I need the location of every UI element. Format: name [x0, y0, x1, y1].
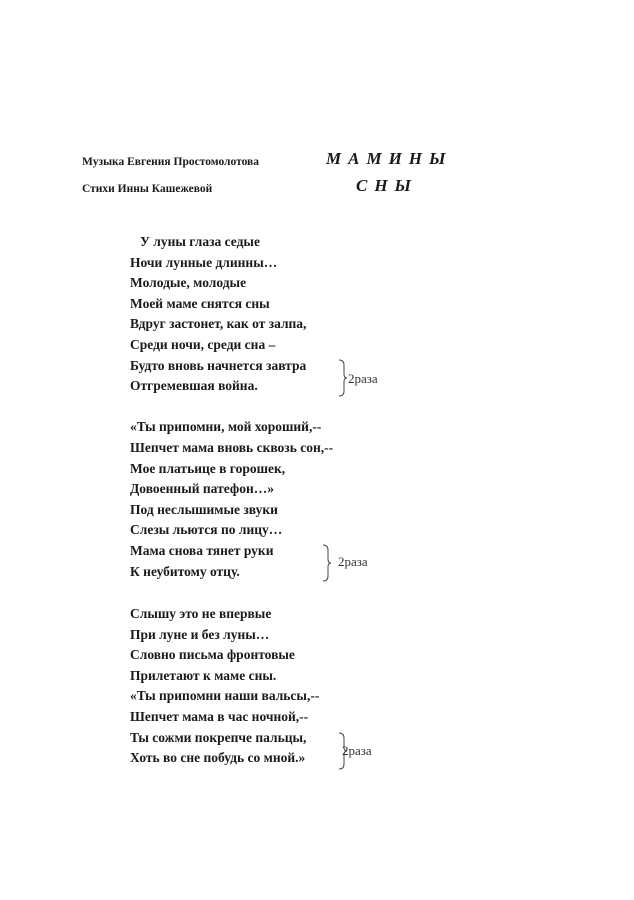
poem-line: «Ты припомни, мой хороший,--: [130, 419, 322, 435]
poem-line: Мое платьице в горошек,: [130, 460, 286, 476]
poem-line: Среди ночи, среди сна –: [130, 336, 276, 352]
repeat-count-1: 2раза: [348, 371, 378, 386]
song-title-line-1: МАМИНЫ: [326, 149, 453, 168]
poem-line: При луне и без луны…: [130, 626, 270, 642]
poem-line: Ночи лунные длинны…: [130, 254, 278, 270]
poem-line: Отгремевшая война.: [130, 378, 258, 394]
stanza-3: [130, 604, 333, 769]
stanza-1: [130, 232, 333, 397]
repeat-brace-icon: [322, 544, 332, 582]
poem-line: Прилетают к маме сны.: [130, 667, 277, 683]
poem-line: Довоенный патефон…»: [130, 481, 274, 497]
credit-music: Музыка Евгения Простомолотова: [82, 156, 260, 168]
poem-line: Хоть во сне побудь со мной.»: [130, 750, 306, 766]
poem-line: Шепчет мама вновь сквозь сон,--: [130, 439, 334, 455]
song-title-line-2: СНЫ: [356, 176, 419, 195]
poem: [130, 232, 333, 769]
poem-line: Шепчет мама в час ночной,--: [130, 709, 309, 725]
poem-line: Вдруг застонет, как от залпа,: [130, 316, 307, 332]
poem-line: Молодые, молодые: [130, 275, 247, 291]
poem-line: К неубитому отцу.: [130, 563, 240, 579]
repeat-count-2: 2раза: [338, 554, 368, 569]
poem-line: У луны глаза седые: [140, 234, 260, 249]
poem-line: Слышу это не впервые: [130, 606, 272, 622]
poem-line: Под неслышимые звуки: [130, 501, 278, 517]
poem-line: Моей маме снятся сны: [130, 295, 270, 311]
credit-lyrics: Стихи Инны Кашежевой: [82, 183, 213, 195]
poem-line: Словно письма фронтовые: [130, 647, 295, 663]
poem-line: Ты сожми покрепче пальцы,: [130, 729, 307, 745]
poem-line: Мама снова тянет руки: [130, 542, 274, 558]
poem-line: Будто вновь начнется завтра: [130, 357, 307, 373]
poem-line: «Ты припомни наши вальсы,--: [130, 688, 320, 704]
stanza-2: [130, 417, 333, 582]
repeat-count-3: 2раза: [342, 743, 372, 758]
repeat-brace-icon: [338, 359, 348, 397]
poem-line: Слезы льются по лицу…: [130, 522, 283, 538]
